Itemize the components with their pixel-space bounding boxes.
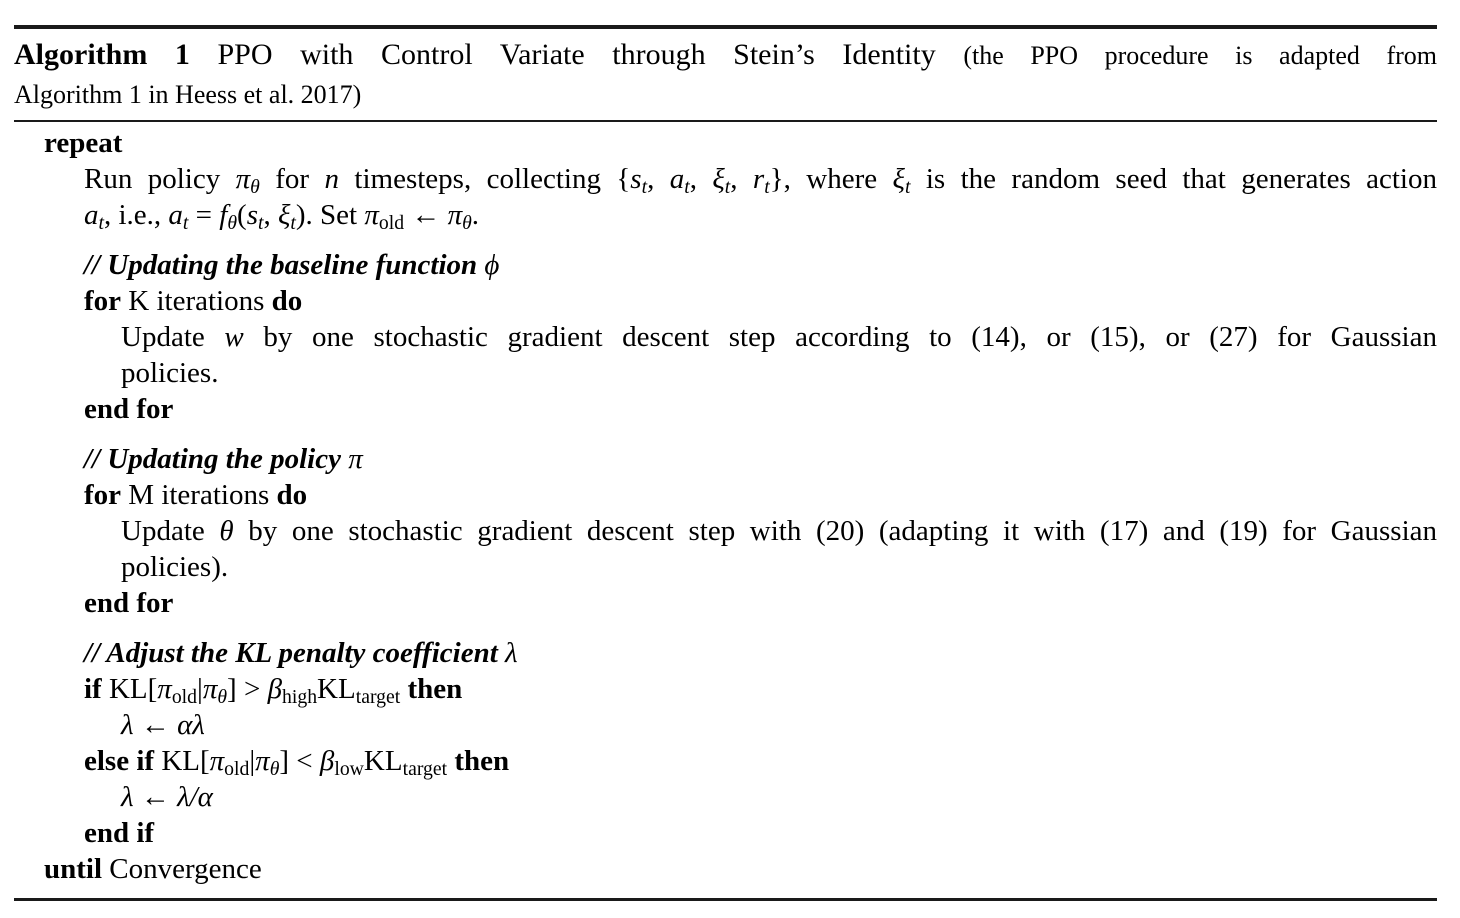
algo-segment: , i.e.,	[103, 199, 169, 231]
algo-segment: // Updating the policy	[84, 443, 349, 475]
algo-segment: Update	[121, 515, 220, 547]
algo-segment: λ	[121, 781, 134, 813]
algo-segment: .	[471, 199, 480, 231]
algo-segment: w	[224, 321, 244, 353]
algo-subscript: t	[98, 211, 104, 234]
algo-segment: $a_t$	[168, 199, 189, 234]
algo-segment: ,	[263, 199, 278, 231]
algo-segment: until	[44, 853, 103, 885]
algo-subscript: target	[355, 685, 401, 708]
algo-segment: $\pi_\theta$	[447, 199, 472, 234]
algo-segment: |	[249, 745, 256, 777]
algo-subscript: θ	[462, 211, 472, 234]
line-update-theta	[121, 513, 1437, 549]
algo-subscript: t	[257, 211, 264, 234]
algo-subscript: θ	[217, 685, 228, 708]
algo-subscript: old	[224, 757, 250, 780]
algo-segment: $\pi_\theta$	[202, 673, 228, 708]
algo-segment: $\pi_\theta$	[235, 163, 260, 198]
algorithm-note-part2: Algorithm 1 in Heess et al. 2017)	[14, 80, 362, 109]
algo-segment: (	[237, 199, 247, 231]
algo-segment: π	[348, 443, 363, 475]
algo-segment: // Adjust the KL penalty coefficient	[84, 637, 506, 669]
line-for-k	[84, 283, 1437, 319]
line-run-policy	[84, 161, 1437, 197]
algo-subscript: low	[334, 757, 364, 780]
algo-segment: n	[324, 163, 339, 195]
algo-segment: M iterations	[121, 479, 277, 511]
algo-segment: $\xi_t$	[712, 163, 731, 198]
algo-subscript: θ	[250, 175, 260, 198]
line-else-if-kl-low	[84, 743, 1437, 779]
algo-subscript: t	[641, 175, 648, 198]
algo-segment: policies.	[121, 357, 219, 389]
algo-segment: }	[769, 163, 784, 195]
algo-segment: do	[271, 285, 303, 317]
algo-segment: $\pi_{old}$	[209, 745, 250, 780]
algo-segment: // Updating the baseline function	[84, 249, 485, 281]
algo-segment: $\xi_t$	[892, 163, 911, 198]
algo-segment: αλ	[177, 709, 205, 741]
line-comment-policy	[84, 441, 1437, 477]
algo-segment: $KL_{target}$	[363, 745, 448, 780]
algo-segment: λ	[121, 709, 134, 741]
algorithm-block	[14, 25, 1437, 901]
algo-segment: ,	[647, 163, 670, 195]
algo-segment: ] <	[279, 745, 320, 777]
algo-segment: =	[188, 199, 220, 231]
algo-subscript: target	[402, 757, 448, 780]
line-if-kl-high	[84, 671, 1437, 707]
line-update-w	[121, 319, 1437, 355]
algorithm-title: PPO with Control Variate through Stein’s Identity	[189, 38, 964, 71]
algo-segment: Update	[121, 321, 225, 353]
algo-segment: $r_t$	[752, 163, 770, 198]
algo-segment: by one stochastic gradient descent step according to (14), or (15), or (27) for Gaussian	[243, 321, 1437, 353]
algo-segment: timesteps, collecting	[339, 163, 617, 195]
algo-segment: $\pi_{old}$	[157, 673, 198, 708]
line-until	[44, 851, 1437, 887]
algo-segment: $s_t$	[630, 163, 648, 198]
algo-segment: $f_\theta$	[219, 199, 238, 234]
algo-segment: then	[454, 745, 510, 777]
algo-segment: do	[276, 479, 308, 511]
algo-segment: for	[84, 285, 122, 317]
algo-segment: $\pi_{old}$	[364, 199, 405, 234]
algo-segment: ←	[404, 199, 448, 231]
bottom-rule	[14, 898, 1437, 901]
algo-segment: ] >	[227, 673, 268, 705]
algo-segment: $a_t$	[84, 199, 104, 234]
algo-segment: $\beta_{high}$	[267, 673, 318, 708]
algo-segment: Run policy	[84, 163, 236, 195]
algo-segment: . Set	[305, 199, 365, 231]
algo-subscript: t	[684, 175, 690, 198]
line-comment-baseline	[84, 247, 1437, 283]
algorithm-label: Algorithm 1	[14, 38, 190, 71]
algo-segment: θ	[219, 515, 234, 547]
line-lambda-decrease	[121, 779, 1437, 815]
algo-segment: KL[	[154, 745, 210, 777]
algo-segment: )	[295, 199, 306, 231]
algo-segment: by one stochastic gradient descent step with (20) (adapting it with (17) and (19) for Gaussian	[233, 515, 1437, 547]
algo-segment: ←	[133, 781, 178, 813]
algo-segment: end for	[84, 587, 174, 619]
line-policies-period	[121, 355, 1437, 391]
algo-segment: policies).	[121, 551, 229, 583]
algo-segment: K iterations	[121, 285, 272, 317]
line-end-for-1	[84, 391, 1437, 427]
algo-subscript: t	[764, 175, 770, 198]
algo-subscript: t	[724, 175, 731, 198]
algo-segment: end if	[84, 817, 155, 849]
algo-segment: ,	[689, 163, 713, 195]
algo-subscript: old	[171, 685, 198, 708]
algo-segment: is the random seed that generates action	[910, 163, 1437, 195]
algo-subscript: high	[282, 685, 318, 708]
algo-segment: |	[197, 673, 203, 705]
algo-segment: repeat	[44, 127, 123, 159]
line-end-if	[84, 815, 1437, 851]
algo-subscript: θ	[227, 211, 238, 234]
algo-segment: {	[616, 163, 631, 195]
algo-segment: $\xi_t$	[277, 199, 296, 234]
algo-segment: if	[84, 673, 102, 705]
algo-segment: $a_t$	[669, 163, 690, 198]
line-policies-paren	[121, 549, 1437, 585]
algo-subscript: old	[378, 211, 405, 234]
caption-line-1	[14, 36, 1437, 75]
algo-segment: then	[407, 673, 463, 705]
caption-line-2	[14, 75, 1437, 114]
algorithm-note-part1: (the PPO procedure is adapted from	[963, 41, 1437, 70]
algo-segment: $\pi_\theta$	[255, 745, 280, 780]
algorithm-body	[14, 122, 1437, 887]
line-set-pi-old	[84, 197, 1437, 233]
line-lambda-increase	[121, 707, 1437, 743]
algo-subscript: t	[904, 175, 911, 198]
algo-subscript: t	[182, 211, 189, 234]
algo-segment: , where	[783, 163, 893, 195]
algo-segment: Convergence	[102, 853, 262, 885]
algo-segment: ←	[133, 709, 178, 741]
algo-segment: for	[84, 479, 122, 511]
algo-segment: λ	[505, 637, 518, 669]
line-for-m	[84, 477, 1437, 513]
algo-segment: ϕ	[484, 249, 500, 281]
algo-subscript: t	[290, 211, 296, 234]
algo-segment: $KL_{target}$	[317, 673, 401, 708]
algo-subscript: θ	[269, 757, 280, 780]
algo-segment: KL[	[101, 673, 158, 705]
algorithm-caption	[14, 29, 1437, 120]
algo-segment: for	[259, 163, 325, 195]
algo-segment: else if	[84, 745, 155, 777]
line-repeat	[44, 125, 1437, 161]
algo-segment: $\beta_{low}$	[319, 745, 364, 780]
line-comment-kl	[84, 635, 1437, 671]
algo-segment: $s_t$	[246, 199, 264, 234]
line-end-for-2	[84, 585, 1437, 621]
algo-segment: end for	[84, 393, 174, 425]
algo-segment: λ/α	[177, 781, 213, 813]
algo-segment: ,	[730, 163, 753, 195]
